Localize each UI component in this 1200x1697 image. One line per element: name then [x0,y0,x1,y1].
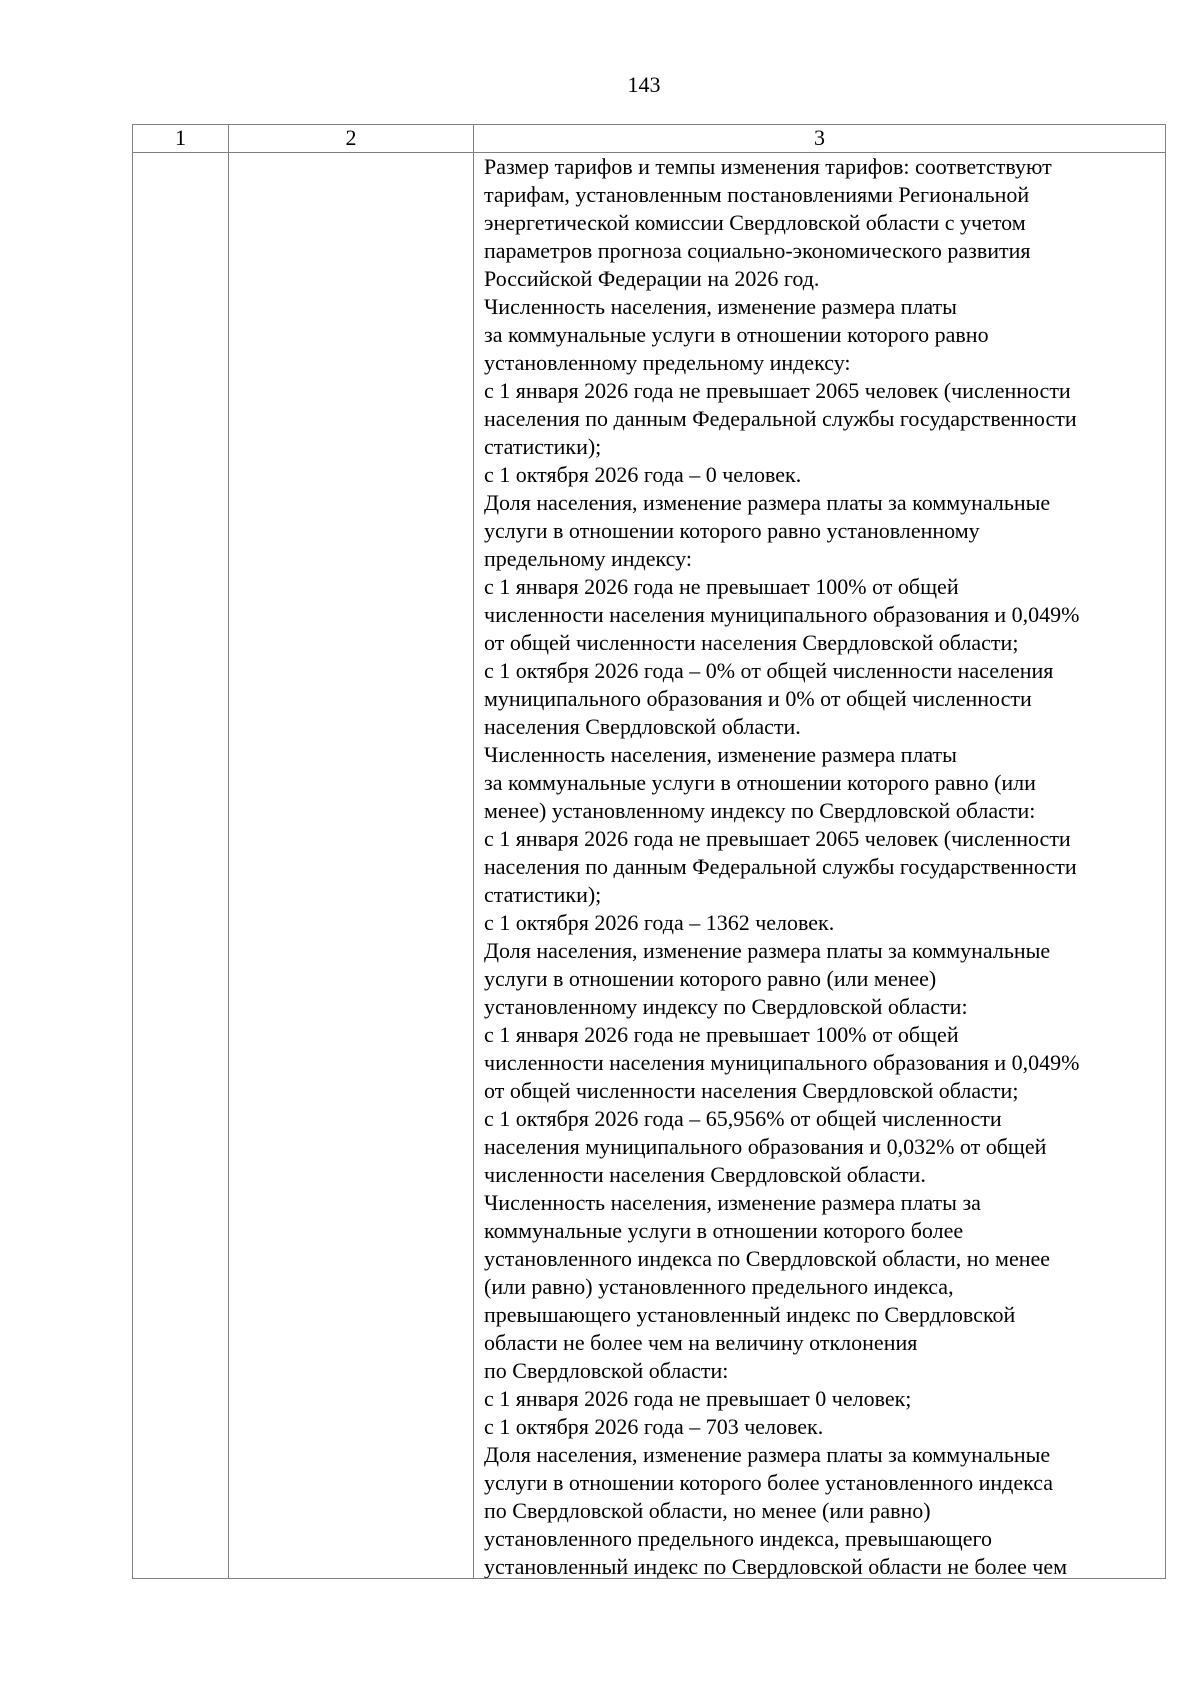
text-line: с 1 января 2026 года не превышает 2065 человек (численности [484,378,1071,403]
text-line: параметров прогноза социально-экономического развития [484,238,1031,263]
header-cell-1: 1 [133,125,229,153]
text-line: энергетической комиссии Свердловской области с учетом [484,210,1026,235]
header-cell-3: 3 [474,125,1166,153]
cell-col3 [474,153,1166,1579]
text-line: с 1 января 2026 года не превышает 100% от общей [484,574,959,599]
document-table [132,124,1166,1579]
text-line: менее) установленному индексу по Свердловской области: [484,798,1036,823]
text-line: установленного индекса по Свердловской области, но менее [484,1246,1051,1271]
text-line: от общей численности населения Свердловской области; [484,1078,1019,1103]
cell-col1 [133,153,229,1579]
text-line: с 1 октября 2026 года – 0 человек. [484,462,802,487]
text-line: численности населения муниципального образования и 0,049% [484,602,1080,627]
page-number: 143 [627,72,661,97]
text-line: Численность населения, изменение размера платы за [484,1190,981,1215]
text-line: превышающего установленный индекс по Свердловской [484,1302,1016,1327]
text-line: населения по данным Федеральной службы государственности [484,406,1077,431]
text-line: услуги в отношении которого равно (или менее) [484,966,937,991]
text-line: с 1 октября 2026 года – 703 человек. [484,1414,824,1439]
text-line: статистики); [484,434,602,459]
text-line: от общей численности населения Свердловской области; [484,630,1019,655]
text-line: Доля населения, изменение размера платы за коммунальные [484,490,1051,515]
text-line: предельному индексу: [484,546,692,571]
text-line: по Свердловской области, но менее (или равно) [484,1498,931,1523]
text-line: (или равно) установленного предельного индекса, [484,1274,954,1299]
text-line: с 1 октября 2026 года – 65,956% от общей численности [484,1106,1002,1131]
text-line: установленный индекс по Свердловской области не более чем [484,1554,1067,1578]
text-line: Доля населения, изменение размера платы за коммунальные [484,1442,1051,1467]
text-line: с 1 октября 2026 года – 0% от общей численности населения [484,658,1054,683]
text-line: с 1 января 2026 года не превышает 2065 человек (численности [484,826,1071,851]
text-line: с 1 января 2026 года не превышает 0 человек; [484,1386,912,1411]
text-line: с 1 января 2026 года не превышает 100% от общей [484,1022,959,1047]
text-line: Доля населения, изменение размера платы за коммунальные [484,938,1051,963]
text-line: Численность населения, изменение размера платы [484,742,957,767]
table-header-row [133,125,1166,153]
text-line: населения по данным Федеральной службы государственности [484,854,1077,879]
text-line: численности населения муниципального образования и 0,049% [484,1050,1080,1075]
text-line: Размер тарифов и темпы изменения тарифов: соответствуют [484,154,1052,179]
text-line: установленному предельному индексу: [484,350,851,375]
text-line: за коммунальные услуги в отношении которого равно [484,322,989,347]
cell-col3-text [474,153,1165,1578]
text-line: численности населения Свердловской области. [484,1162,926,1187]
text-line: с 1 октября 2026 года – 1362 человек. [484,910,835,935]
text-line: по Свердловской области: [484,1358,729,1383]
text-line: населения муниципального образования и 0,032% от общей [484,1134,1047,1159]
text-line: статистики); [484,882,602,907]
text-line: населения Свердловской области. [484,714,801,739]
header-cell-2: 2 [229,125,474,153]
text-line: тарифам, установленным постановлениями Региональной [484,182,1030,207]
table-row [133,153,1166,1579]
text-line: за коммунальные услуги в отношении которого равно (или [484,770,1036,795]
text-line: области не более чем на величину отклонения [484,1330,918,1355]
text-line: услуги в отношении которого более установленного индекса [484,1470,1054,1495]
text-line: установленному индексу по Свердловской области: [484,994,968,1019]
text-line: коммунальные услуги в отношении которого более [484,1218,964,1243]
text-line: Российской Федерации на 2026 год. [484,266,820,291]
text-line: услуги в отношении которого равно установленному [484,518,980,543]
text-line: установленного предельного индекса, превышающего [484,1526,992,1551]
text-line: Численность населения, изменение размера платы [484,294,957,319]
cell-col2 [229,153,474,1579]
text-line: муниципального образования и 0% от общей численности [484,686,1032,711]
